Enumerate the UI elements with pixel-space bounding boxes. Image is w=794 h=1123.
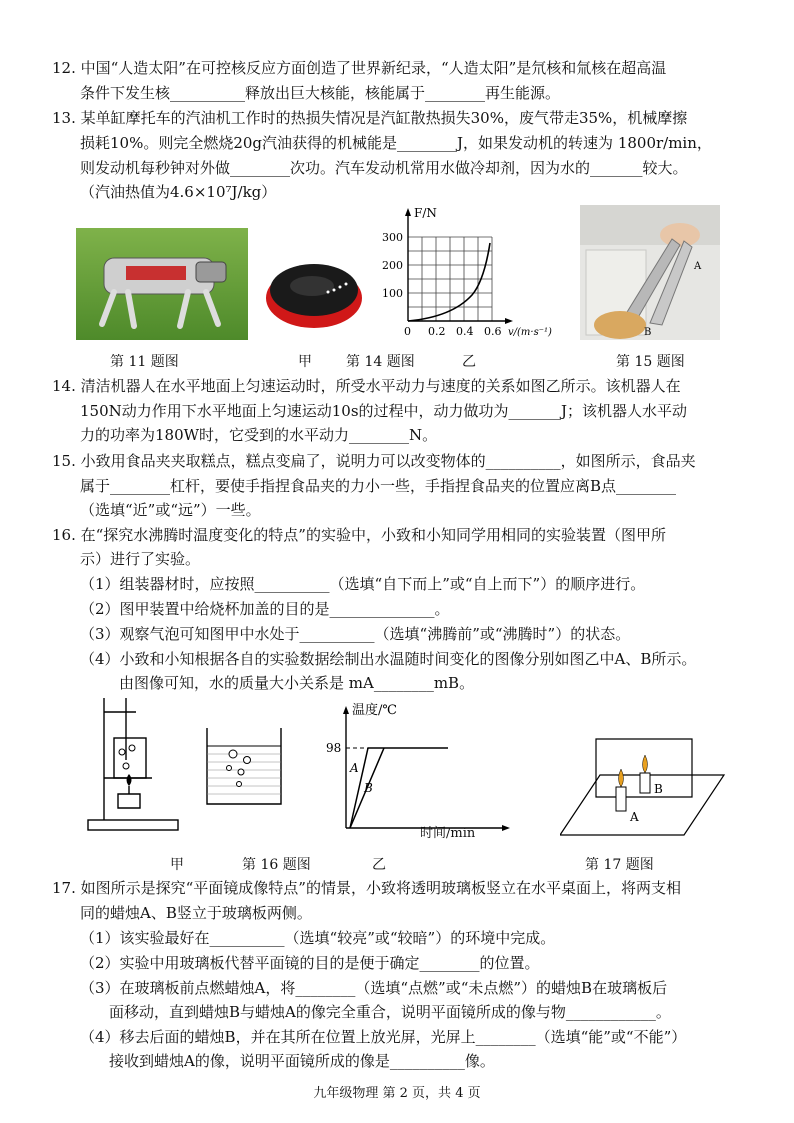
q16-sub4: （4）小致和小知根据各自的实验数据绘制出水温随时间变化的图像分别如图乙中A、B所示。 [80,650,697,668]
beaker-bubbles-diagram [203,724,285,808]
q16-sub4-cont: 由图像可知，水的质量大小关系是 mA________mB。 [119,674,475,692]
ytick-100: 100 [382,287,403,300]
boiling-apparatus-diagram [82,690,190,838]
xtick-0.6: 0.6 [484,325,502,338]
caption-fig14-jia: 甲 [298,354,312,370]
curve-B-label: B [364,781,373,795]
q15-line1: 15. 小致用食品夹夹取糕点，糕点变扁了，说明力可以改变物体的__________，如图所示，食品夹 [52,452,696,470]
q17-sub3-cont: 面移动，直到蜡烛B与蜡烛A的像完全重合，说明平面镜所成的像与物____________。 [109,1003,671,1021]
page-footer: 九年级物理 第 2 页，共 4 页 [313,1086,481,1101]
ytick-200: 200 [382,259,403,272]
food-tongs-photo [580,205,720,340]
caption-fig16-jia: 甲 [170,857,184,873]
time-axis-label: 时间/min [420,826,476,841]
curve-A-label: A [350,761,359,775]
q17-sub2: （2）实验中用玻璃板代替平面镜的目的是便于确定________的位置。 [80,954,540,972]
caption-fig14: 第 14 题图 [346,354,415,370]
xtick-0: 0 [404,325,411,338]
q16-sub3: （3）观察气泡可知图甲中水处于__________（选填“沸腾前”或“沸腾时”）的状态。 [80,625,631,643]
caption-fig15: 第 15 题图 [616,354,685,370]
caption-fig16: 第 16 题图 [242,857,311,873]
q17-line2: 同的蜡烛A、B竖立于玻璃板两侧。 [80,904,312,922]
q17-sub4-cont: 接收到蜡烛A的像，说明平面镜所成的像是__________像。 [109,1052,495,1070]
xtick-0.2: 0.2 [428,325,446,338]
chart-ylabel: F/N [414,206,437,220]
q15-line2: 属于________杠杆，要使手指捏食品夹的力小一些，手指捏食品夹的位置应离B点________ [80,477,677,495]
q17-sub3: （3）在玻璃板前点燃蜡烛A，将________（选填“点燃”或“未点燃”）的蜡烛B在玻璃板后 [80,979,668,997]
q13-line4: （汽油热值为4.6×10⁷J/kg） [80,183,277,201]
caption-fig16-yi: 乙 [372,857,386,873]
tongs-label-A: A [694,261,702,272]
caption-fig17: 第 17 题图 [585,857,654,873]
q17-sub4: （4）移去后面的蜡烛B，并在其所在位置上放光屏，光屏上________（选填“能”或“不能”） [80,1028,687,1046]
tongs-label-B: B [644,327,652,338]
q16-line2: 示）进行了实验。 [80,550,201,568]
q13-line2: 损耗10%。则完全燃烧20g汽油获得的机械能是________J，如果发动机的转速为 1800r/min， [80,134,712,152]
q16-sub1: （1）组装器材时，应按照__________（选填“自下而上”或“自上而下”）的顺序进行。 [80,575,646,593]
ytick-300: 300 [382,231,403,244]
temp-tick-98: 98 [326,741,342,755]
q14-line2: 150N动力作用下水平地面上匀速运动10s的过程中，动力做功为_______J；该机器人水平动 [80,402,688,420]
q13-line1: 13. 某单缸摩托车的汽油机工作时的热损失情况是汽缸散热损失30%，废气带走35%，机械摩擦 [52,109,688,127]
xtick-0.4: 0.4 [456,325,474,338]
chart-xlabel: v/(m·s⁻¹) [508,327,552,338]
q17-line1: 17. 如图所示是探究“平面镜成像特点”的情景，小致将透明玻璃板竖立在水平桌面上，将两支相 [52,879,681,897]
q16-line1: 16. 在“探究水沸腾时温度变化的特点”的实验中，小致和小知同学用相同的实验装置（图甲所 [52,526,666,544]
q14-line3: 力的功率为180W时，它受到的水平动力________N。 [80,426,438,444]
temp-axis-label: 温度/℃ [352,703,397,718]
plane-mirror-diagram [560,735,726,845]
q12-line2: 条件下发生核__________释放出巨大核能，核能属于________再生能源。 [80,84,561,102]
q16-sub2: （2）图甲装置中给烧杯加盖的目的是______________。 [80,600,450,618]
q15-line3: （选填“近”或“远”）一些。 [80,501,261,519]
q14-line1: 14. 清洁机器人在水平地面上匀速运动时，所受水平动力与速度的关系如图乙所示。该机器人在 [52,377,681,395]
cleaning-robot-photo [262,250,367,334]
q12-line1: 12. 中国“人造太阳”在可控核反应方面创造了世界新纪录，“人造太阳”是氘核和氚核在超高温 [52,59,667,77]
candle-B-label: B [654,782,663,796]
caption-fig11: 第 11 题图 [110,354,179,370]
q17-sub1: （1）该实验最好在__________（选填“较亮”或“较暗”）的环境中完成。 [80,929,556,947]
q13-line3: 则发动机每秒钟对外做________次功。汽车发动机常用水做冷却剂，因为水的_______较大。 [80,159,688,177]
caption-fig14-yi: 乙 [462,354,476,370]
candle-A-label: A [630,810,639,824]
robot-dog-photo [76,228,248,340]
temperature-time-chart [324,700,514,840]
force-velocity-chart [382,203,552,341]
